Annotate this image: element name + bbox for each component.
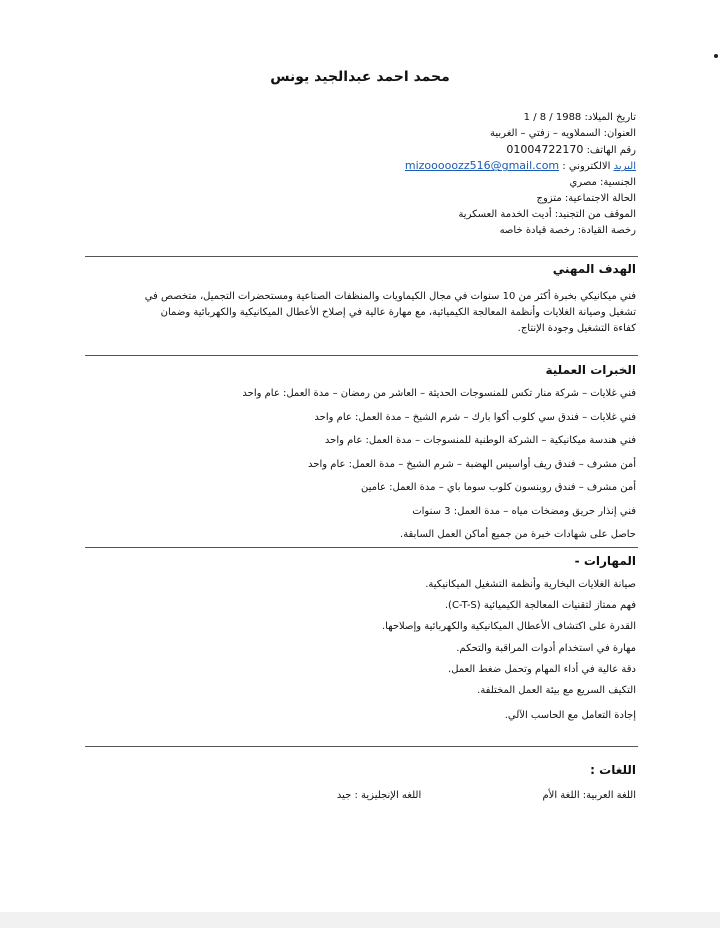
experience-item: فني غلايات – شركة منار تكس للمنسوجات الحديثة – العاشر من رمضان – مدة العمل: عام واحد	[242, 388, 636, 399]
military-status-line: الموقف من التجنيد: أديت الخدمة العسكرية	[458, 208, 636, 220]
experience-item: فني إنذار حريق ومضخات مياه – مدة العمل: 3 سنوات	[412, 505, 636, 517]
phone-line	[256, 142, 636, 159]
driving-license-line: رخصة القيادة: رخصة قيادة خاصه	[499, 224, 636, 236]
birth-date-line	[256, 110, 636, 126]
skill-item: القدرة على اكتشاف الأعطال الميكانيكية والكهربائية وإصلاحها.	[381, 621, 636, 633]
skills-title: المهارات -	[574, 554, 636, 568]
email-label-rest: الالكتروني :	[562, 161, 614, 173]
objective-line: تشغيل وصيانة الغلايات وأنظمة المعالجة الكيميائية، مع مهارة عالية في إصلاح الأعطال الميكانيكية والكهربائية وضمان	[160, 307, 636, 318]
experience-title: الخبرات العملية	[545, 363, 636, 377]
address-line: العنوان: السملاويه – زفتي – الغربية	[490, 127, 636, 139]
experience-item: أمن مشرف – فندق ريف أواسيس الهضبة – شرم الشيخ – مدة العمل: عام واحد	[308, 458, 636, 470]
experience-item: حاصل على شهادات خبرة من جميع أماكن العمل السابقة.	[400, 529, 636, 540]
personal-info	[256, 110, 636, 238]
languages-title: اللغات :	[590, 763, 636, 777]
objective-line: فني ميكانيكي بخبرة أكثر من 10 سنوات في مجال الكيماويات والمنظفات الصناعية ومستحضرات التجميل، متخصص في	[144, 291, 636, 302]
phone-label: رقم الهاتف:	[586, 144, 636, 156]
skill-item: فهم ممتاز لتقنيات المعالجة الكيميائية (C-T-S).	[444, 600, 636, 612]
email-line	[256, 158, 636, 175]
divider	[85, 746, 638, 747]
bullet-mark	[714, 54, 718, 58]
skill-item: دقة عالية في أداء المهام وتحمل ضغط العمل.	[448, 663, 636, 675]
language-arabic: اللغة العربية: اللغة الأم	[542, 790, 636, 801]
languages-row	[216, 790, 636, 801]
objective-text	[80, 289, 636, 337]
language-english: اللغه الإنجليزية : جيد	[336, 790, 422, 801]
objective-line: كفاءة التشغيل وجودة الإنتاج.	[517, 323, 636, 334]
skill-item: التكيف السريع مع بيئة العمل المختلفة.	[477, 684, 636, 696]
skill-item: مهارة في استخدام أدوات المراقبة والتحكم.	[456, 642, 636, 654]
divider	[85, 355, 638, 356]
birth-date-label: تاريخ الميلاد:	[584, 112, 636, 123]
email-label-link[interactable]: البريد	[613, 161, 636, 173]
divider	[85, 256, 638, 257]
birth-date-value: 1 / 8 / 1988	[523, 112, 582, 123]
cv-name: محمد احمد عبدالجيد يونس	[270, 69, 450, 85]
phone-value: 01004722170	[506, 142, 584, 156]
skill-item: إجادة التعامل مع الحاسب الآلي.	[504, 710, 636, 722]
experience-item: فني غلايات – فندق سي كلوب أكوا بارك – شرم الشيخ – مدة العمل: عام واحد	[314, 411, 636, 423]
skills-list	[80, 574, 636, 726]
nationality-line: الجنسية: مصري	[569, 177, 636, 189]
experience-item: أمن مشرف – فندق روبنسون كلوب سوما باي – مدة العمل: عامين	[360, 482, 636, 493]
objective-title: الهدف المهني	[552, 262, 636, 276]
skill-item: صيانة الغلايات البخارية وأنظمة التشغيل الميكانيكية.	[425, 579, 636, 590]
experience-item: فني هندسة ميكانيكية – الشركة الوطنية للمنسوجات – مدة العمل: عام واحد	[324, 435, 636, 446]
email-link[interactable]: mizooooozz516@gmail.com	[404, 159, 560, 173]
experience-list	[80, 382, 636, 547]
marital-status-line: الحالة الاجتماعية: متزوج	[536, 192, 636, 204]
divider	[85, 547, 638, 548]
